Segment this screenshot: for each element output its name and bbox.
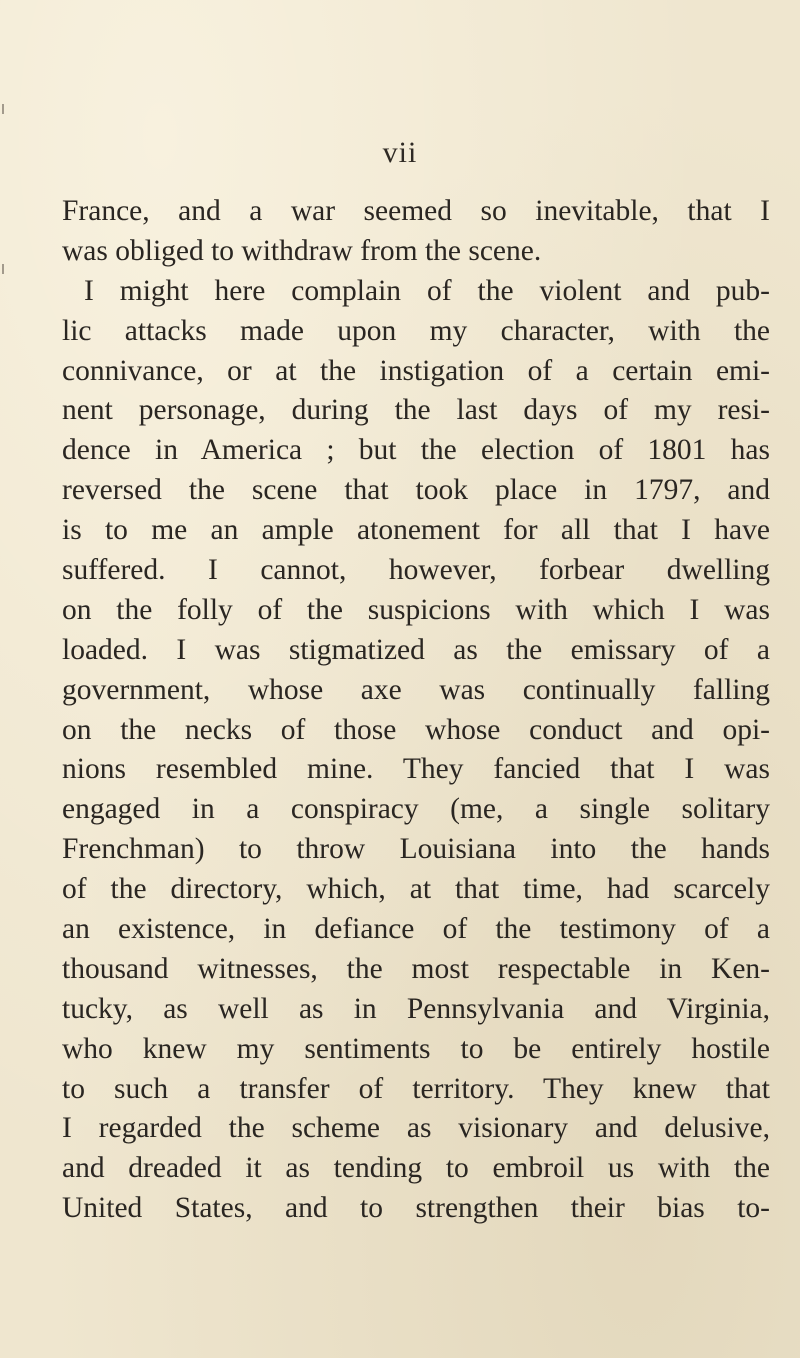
text-line: I regarded the scheme as visionary and delusive, xyxy=(62,1112,770,1145)
text-line: who knew my sentiments to be entirely hostile xyxy=(62,1032,770,1065)
body-text xyxy=(62,192,770,1229)
margin-mark xyxy=(2,104,10,114)
text-line: thousand witnesses, the most respectable in Ken- xyxy=(62,952,770,985)
text-line: lic attacks made upon my character, with the xyxy=(62,314,770,347)
text-line: government, whose axe was continually falling xyxy=(62,673,770,706)
text-line: of the directory, which, at that time, had scarcely xyxy=(62,873,770,906)
text-line: an existence, in defiance of the testimony of a xyxy=(62,913,770,946)
text-line: reversed the scene that took place in 1797, and xyxy=(62,474,770,507)
text-line: nent personage, during the last days of my resi- xyxy=(62,394,770,427)
text-line: on the necks of those whose conduct and opi- xyxy=(62,713,770,746)
text-line: on the folly of the suspicions with which I was xyxy=(62,593,770,626)
text-line: is to me an ample atonement for all that I have xyxy=(62,514,770,547)
text-line: engaged in a conspiracy (me, a single solitary xyxy=(62,793,770,826)
text-line: Frenchman) to throw Louisiana into the hands xyxy=(62,833,770,866)
text-line: tucky, as well as in Pennsylvania and Virginia, xyxy=(62,992,770,1025)
text-line: loaded. I was stigmatized as the emissary of a xyxy=(62,633,770,666)
text-line: to such a transfer of territory. They knew that xyxy=(62,1072,770,1105)
text-line: was obliged to withdraw from the scene. xyxy=(62,234,542,267)
text-line: France, and a war seemed so inevitable, that I xyxy=(62,195,770,227)
margin-mark xyxy=(2,264,10,274)
text-line: suffered. I cannot, however, forbear dwelling xyxy=(62,554,770,587)
text-line: nions resembled mine. They fancied that I was xyxy=(62,753,770,786)
text-line: and dreaded it as tending to embroil us with the xyxy=(62,1152,770,1185)
text-line: dence in America ; but the election of 1801 has xyxy=(62,434,770,467)
page-number: vii xyxy=(382,136,418,169)
text-line: connivance, or at the instigation of a certain emi- xyxy=(62,354,770,387)
text-line: I might here complain of the violent and pub- xyxy=(84,274,770,307)
text-line: United States, and to strengthen their bias to- xyxy=(62,1192,770,1225)
